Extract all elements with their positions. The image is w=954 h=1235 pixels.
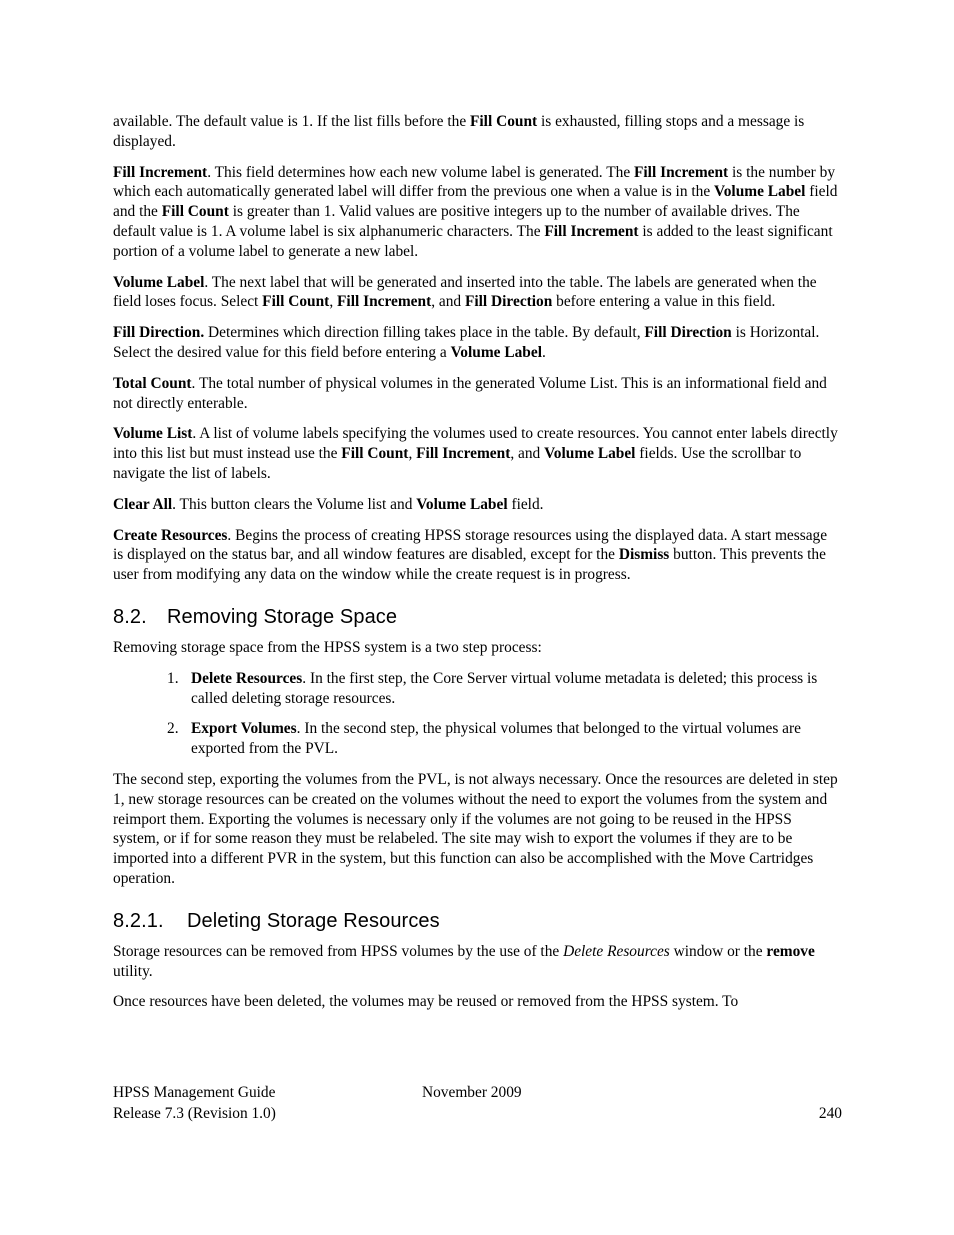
text: . The next label that will be generated and inserted into the table. The labels are generated when the field loses focus. Select — [113, 273, 817, 311]
section-heading-8-2 — [113, 605, 841, 629]
term-fill-count: Fill Count — [262, 293, 330, 311]
text: Determines which direction filling takes place in the table. By default, — [204, 324, 645, 342]
list-item — [167, 719, 841, 759]
text: field and the — [113, 183, 838, 221]
page-footer — [113, 1082, 842, 1124]
paragraph-second-step: The second step, exporting the volumes from the PVL, is not always necessary. Once the resources are deleted in step 1, new storage resources can be created on the volumes without the need to export the volumes from the system and reimport them. Exporting the volumes is necessary only if the volumes are not going to be reused in the HPSS system, or if for some reason they must be relabeled. The site may wish to export the volumes if they are to be imported into a different PVR in the system, but this function can also be accomplished with the Move Cartridges operation. — [113, 770, 838, 887]
text: . This button clears the Volume list and — [172, 495, 417, 513]
text: utility. — [113, 962, 153, 980]
term-clear-all: Clear All — [113, 495, 173, 513]
footer-row-1 — [113, 1082, 842, 1103]
term-volume-label: Volume Label — [113, 273, 205, 291]
steps-list — [113, 669, 841, 759]
term-fill-direction: Fill Direction — [464, 293, 553, 311]
paragraph-clear-all — [113, 495, 841, 515]
term-export-volumes: Export Volumes — [191, 720, 297, 738]
term-fill-increment: Fill Increment — [544, 222, 639, 240]
term-fill-increment: Fill Increment — [634, 163, 729, 181]
paragraph-storage-resources-removed — [113, 942, 841, 982]
section-title: Removing Storage Space — [167, 605, 398, 628]
term-fill-increment: Fill Increment — [113, 163, 208, 181]
text: , and — [431, 293, 465, 311]
list-item — [167, 669, 841, 709]
paragraph-removing-intro: Removing storage space from the HPSS system is a two step process: — [113, 638, 542, 656]
window-name-delete-resources: Delete Resources — [563, 942, 670, 960]
term-fill-count: Fill Count — [161, 203, 229, 221]
text: is Horizontal. Select the desired value for this field before entering a — [113, 324, 820, 361]
term-remove-utility: remove — [766, 942, 815, 960]
text: is added to the least significant portion of a volume label to generate a new label. — [113, 222, 833, 260]
text: window or the — [669, 942, 767, 960]
text: is greater than 1. Valid values are positive integers up to the number of available drives. The default value is 1. A volume label is six alphanumeric characters. The — [113, 203, 800, 240]
text: is the number by which each automatically generated label will differ from the previous one when a value is in the — [113, 163, 836, 201]
term-volume-list: Volume List — [113, 425, 193, 443]
paragraph-total-count — [113, 374, 841, 414]
term-fill-increment: Fill Increment — [337, 293, 432, 311]
text: fields. Use the scrollbar to navigate the list of labels. — [113, 445, 802, 482]
text: , — [329, 293, 338, 311]
text: . Begins the process of creating HPSS storage resources using the displayed data. A start message is displayed on the status bar, and all window features are disabled, except for the — [113, 526, 828, 564]
text: . This field determines how each new volume label is generated. The — [207, 163, 634, 181]
list-number: 1. — [167, 669, 179, 687]
text: is exhausted, filling stops and a message is displayed. — [113, 113, 805, 150]
text: button. This prevents the user from modifying any data on the window while the create request is in progress. — [113, 546, 826, 584]
paragraph-once-deleted: Once resources have been deleted, the volumes may be reused or removed from the HPSS system. To — [113, 993, 739, 1011]
paragraph-volume-label — [113, 273, 841, 313]
text: . The total number of physical volumes in the generated Volume List. This is an informational field and not directly enterable. — [113, 374, 827, 412]
term-volume-label: Volume Label — [544, 445, 636, 463]
term-fill-direction: Fill Direction. — [113, 324, 205, 342]
text: , and — [510, 445, 545, 463]
page-body — [113, 112, 841, 1023]
term-fill-count: Fill Count — [470, 113, 538, 130]
term-volume-label: Volume Label — [416, 495, 508, 513]
text: field. — [507, 495, 544, 513]
term-create-resources: Create Resources — [113, 526, 228, 544]
footer-date: November 2009 — [422, 1084, 522, 1101]
section-number: 8.2.1. — [113, 909, 164, 932]
text: Storage resources can be removed from HPSS volumes by the use of the — [113, 942, 564, 960]
term-delete-resources: Delete Resources — [191, 669, 303, 687]
text: available. The default value is 1. If the list fills before the — [113, 113, 470, 130]
term-fill-count: Fill Count — [341, 445, 409, 463]
term-fill-direction: Fill Direction — [644, 324, 732, 342]
footer-row-2 — [113, 1103, 842, 1124]
term-total-count: Total Count — [113, 374, 192, 392]
paragraph-volume-list — [113, 424, 841, 483]
section-heading-8-2-1 — [113, 909, 841, 933]
term-volume-label: Volume Label — [450, 343, 542, 361]
page-number: 240 — [818, 1105, 842, 1122]
text: before entering a value in this field. — [552, 293, 776, 311]
paragraph-fill-increment — [113, 163, 841, 262]
text: . A list of volume labels specifying the volumes used to create resources. You cannot enter labels directly into this list but must instead use the — [113, 425, 838, 463]
term-volume-label: Volume Label — [714, 183, 806, 201]
paragraph-fill-count-continued — [113, 112, 841, 152]
paragraph-fill-direction — [113, 323, 841, 363]
term-dismiss: Dismiss — [618, 546, 670, 564]
text: . In the second step, the physical volumes that belonged to the virtual volumes are exported from the PVL. — [191, 720, 801, 758]
text: . — [541, 343, 546, 361]
text: , — [408, 445, 417, 463]
section-number: 8.2. — [113, 605, 147, 628]
text: . In the first step, the Core Server virtual volume metadata is deleted; this process is called deleting storage resources. — [191, 669, 818, 707]
footer-release: Release 7.3 (Revision 1.0) — [113, 1105, 276, 1122]
section-title: Deleting Storage Resources — [187, 909, 440, 932]
footer-guide-title: HPSS Management Guide — [113, 1084, 276, 1101]
list-number: 2. — [167, 720, 179, 738]
paragraph-create-resources — [113, 526, 841, 585]
term-fill-increment: Fill Increment — [416, 445, 511, 463]
